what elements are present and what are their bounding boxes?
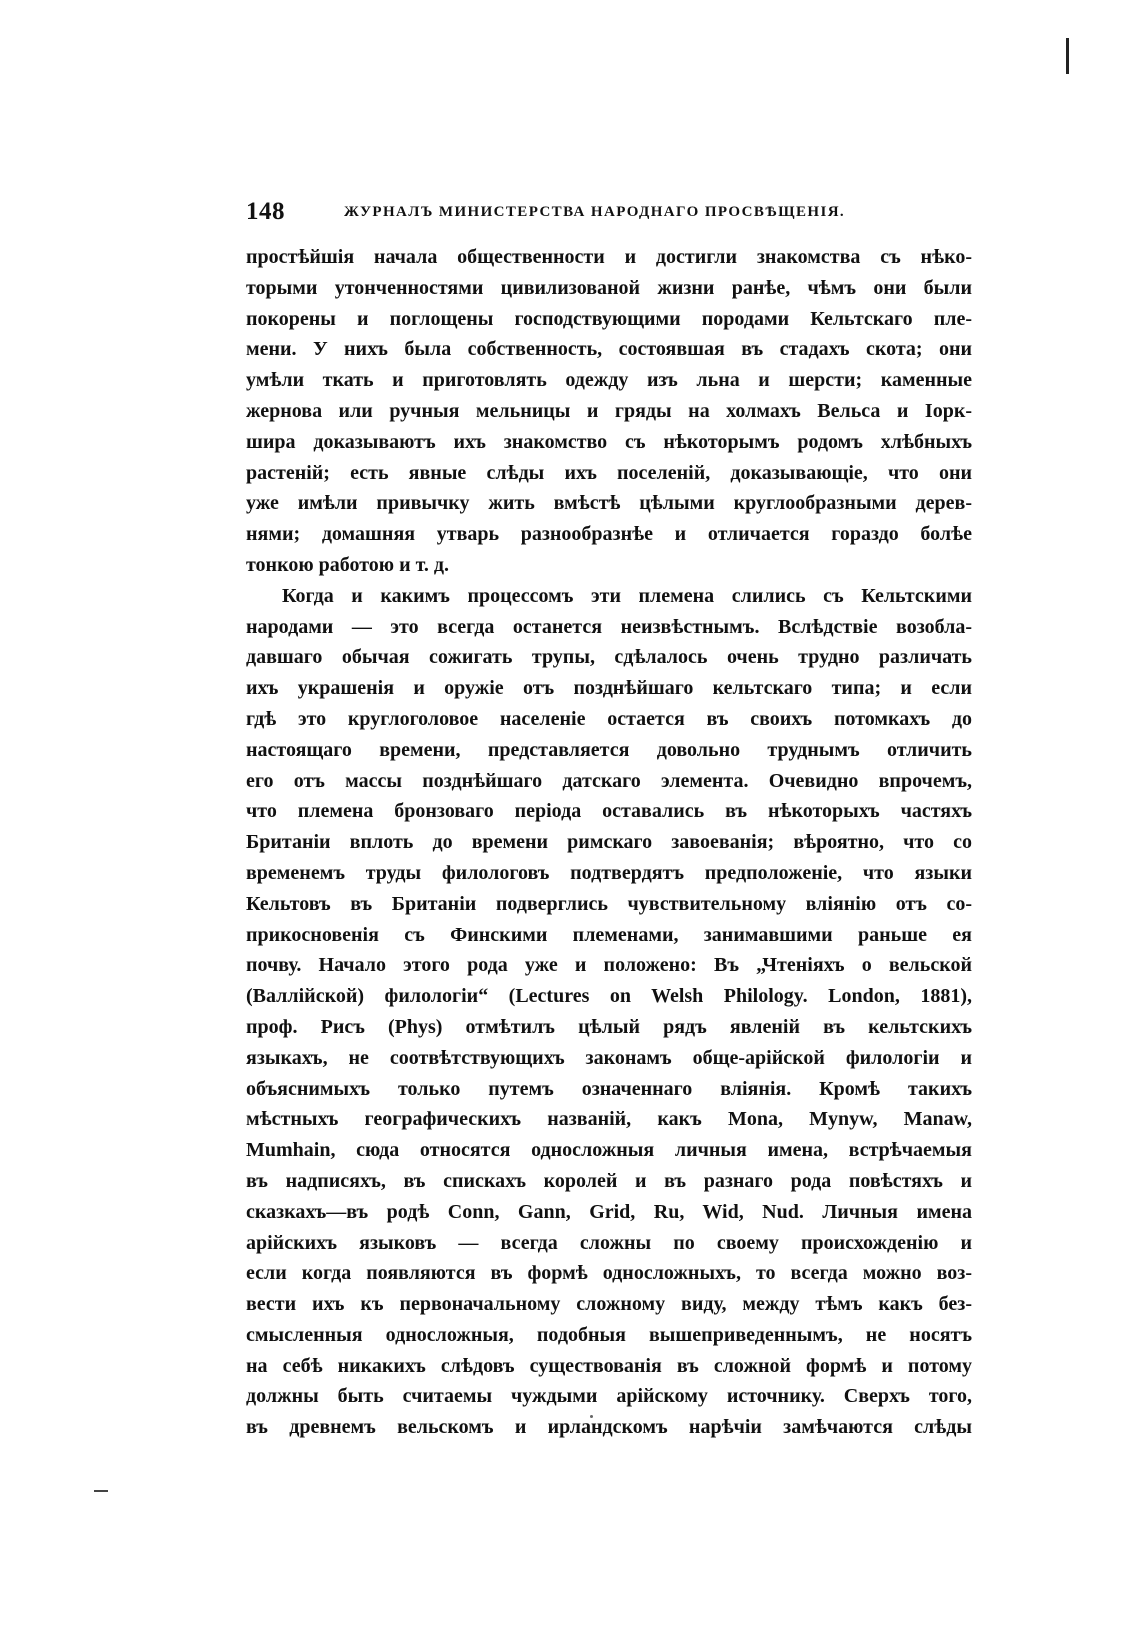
text-line: проф. Рисъ (Phys) отмѣтилъ цѣлый рядъ явленій въ кельтскихъ bbox=[246, 1015, 972, 1038]
text-line: народами — это всегда останется неизвѣстнымъ. Вслѣдствіе возобла- bbox=[246, 615, 972, 638]
page-margin-dash bbox=[94, 1490, 108, 1492]
text-line: Британіи вплоть до времени римскаго завоеванія; вѣроятно, что со bbox=[246, 831, 972, 854]
text-line: языкахъ, не соотвѣтствующихъ законамъ обще-арійской филологіи и bbox=[246, 1046, 972, 1069]
text-line: если когда появляются въ формѣ односложныхъ, то всегда можно воз- bbox=[246, 1262, 972, 1285]
text-line: умѣли ткать и приготовлять одежду изъ льна и шерсти; каменные bbox=[246, 369, 972, 392]
text-line: почву. Начало этого рода уже и положено: Въ „Чтеніяхъ о вельской bbox=[246, 954, 972, 977]
text-line: простѣйшія начала общественности и достигли знакомства съ нѣко- bbox=[246, 246, 972, 268]
page-header bbox=[246, 198, 976, 230]
text-line: что племена бронзоваго періода оставались въ нѣкоторыхъ частяхъ bbox=[246, 800, 972, 823]
text-line: жернова или ручныя мельницы и гряды на холмахъ Вельса и Іорк- bbox=[246, 399, 972, 422]
paragraph bbox=[246, 581, 972, 1443]
text-line: шира доказываютъ ихъ знакомство съ нѣкоторымъ родомъ хлѣбныхъ bbox=[246, 430, 972, 453]
text-line: тонкою работою и т. д. bbox=[246, 553, 450, 576]
text-line: давшаго обычая сожигать трупы, сдѣлалось очень трудно различать bbox=[246, 646, 972, 669]
text-line: мѣстныхъ географическихъ названій, какъ Mona, Mynyw, Manaw, bbox=[246, 1108, 972, 1131]
page-number: 148 bbox=[246, 198, 285, 225]
page-edge-mark bbox=[1066, 38, 1069, 74]
running-title: ЖУРНАЛЪ МИНИСТЕРСТВА НАРОДНАГО ПРОСВѢЩЕНІЯ. bbox=[344, 204, 846, 220]
text-line: въ надписяхъ, въ спискахъ королей и въ разнаго рода повѣстяхъ и bbox=[246, 1169, 972, 1192]
text-line: его отъ массы позднѣйшаго датскаго элемента. Очевидно впрочемъ, bbox=[246, 769, 972, 792]
text-line: въ древнемъ вельскомъ и ирландскомъ нарѣчіи замѣчаются слѣды bbox=[246, 1416, 972, 1439]
text-line: уже имѣли привычку жить вмѣстѣ цѣлыми круглообразными дерев- bbox=[246, 492, 972, 515]
text-line: объяснимыхъ только путемъ означеннаго вліянія. Кромѣ такихъ bbox=[246, 1077, 972, 1100]
text-line: Кельтовъ въ Британіи подверглись чувствительному вліянію отъ со- bbox=[246, 892, 972, 915]
text-line: гдѣ это круглоголовое населеніе остается въ своихъ потомкахъ до bbox=[246, 707, 972, 730]
text-line: нями; домашняя утварь разнообразнѣе и отличается гораздо болѣе bbox=[246, 523, 972, 546]
text-line: покорены и поглощены господствующими породами Кельтскаго пле- bbox=[246, 307, 972, 330]
text-line: настоящаго времени, представляется довольно труднымъ отличить bbox=[246, 738, 972, 761]
text-line: (Валлійской) филологіи“ (Lectures on Welsh Philology. London, 1881), bbox=[246, 985, 972, 1008]
text-line: мени. У нихъ была собственность, состоявшая въ стадахъ скота; они bbox=[246, 338, 972, 361]
text-line: Mumhain, сюда относятся односложныя личныя имена, встрѣчаемыя bbox=[246, 1139, 972, 1162]
text-line: сказкахъ—въ родѣ Conn, Gann, Grid, Ru, Wid, Nud. Личныя имена bbox=[246, 1200, 972, 1223]
text-line: арійскихъ языковъ — всегда сложны по своему происхожденію и bbox=[246, 1231, 972, 1254]
text-line: должны быть считаемы чуждыми арійскому источнику. Сверхъ того, bbox=[246, 1385, 972, 1408]
text-line: смысленныя односложныя, подобныя вышеприведеннымъ, не носятъ bbox=[246, 1323, 972, 1346]
paragraph bbox=[246, 242, 972, 581]
text-line: торыми утонченностями цивилизованой жизни ранѣе, чѣмъ они были bbox=[246, 276, 972, 299]
body-text bbox=[246, 242, 972, 1443]
text-line: временемъ труды филологовъ подтвердятъ предположеніе, что языки bbox=[246, 861, 972, 884]
text-line: прикосновенія съ Финскими племенами, занимавшими раньше ея bbox=[246, 923, 972, 946]
text-line: ихъ украшенія и оружіе отъ позднѣйшаго кельтскаго типа; и если bbox=[246, 677, 972, 700]
text-line: Когда и какимъ процессомъ эти племена слились съ Кельтскими bbox=[282, 584, 972, 607]
text-line: растеній; есть явные слѣды ихъ поселеній, доказывающіе, что они bbox=[246, 461, 972, 484]
text-line: на себѣ никакихъ слѣдовъ существованія въ сложной формѣ и потому bbox=[246, 1354, 972, 1377]
text-line: вести ихъ къ первоначальному сложному виду, между тѣмъ какъ без- bbox=[246, 1293, 972, 1316]
